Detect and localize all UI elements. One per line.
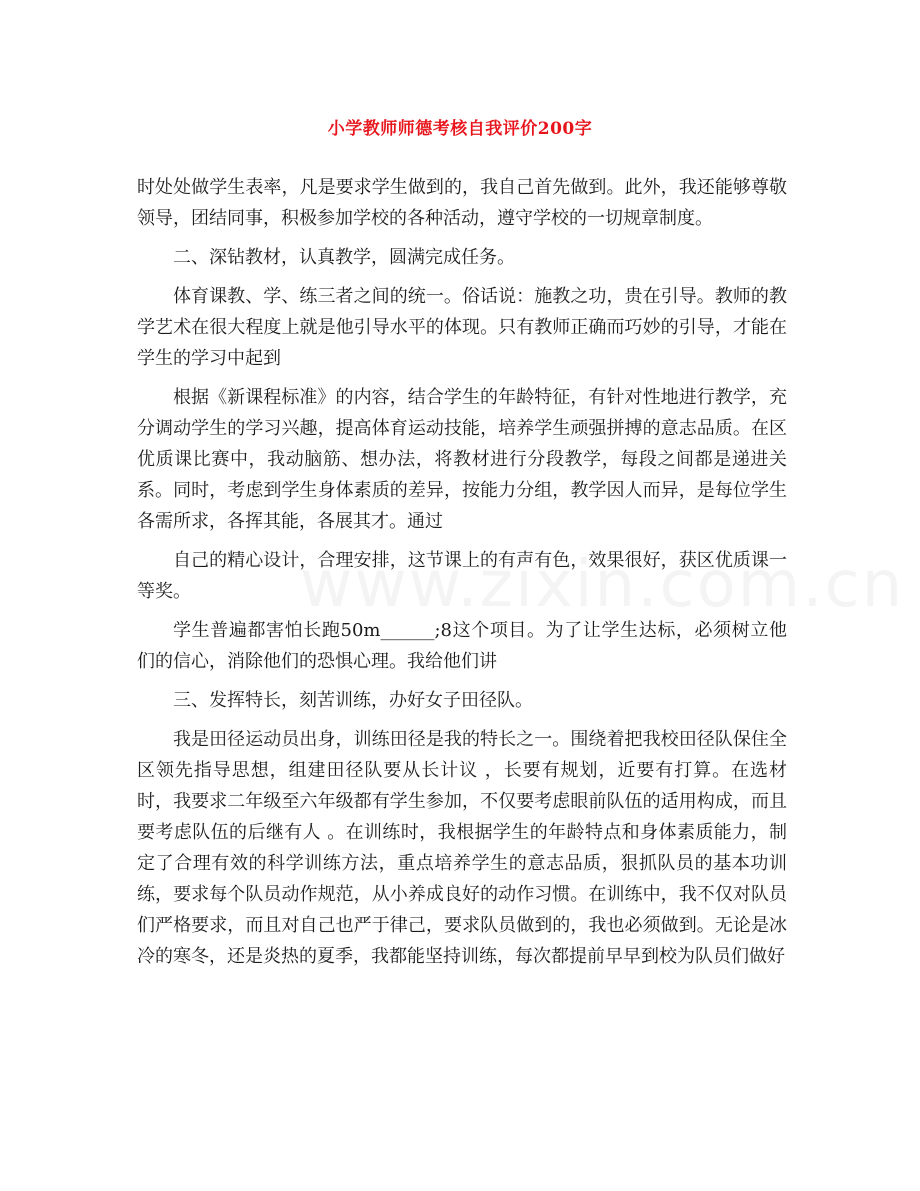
document-body bbox=[137, 172, 787, 980]
paragraph-4: 根据《新课程标准》的内容，结合学生的年龄特征，有针对性地进行教学，充分调动学生的学习兴趣，提高体育运动技能，培养学生顽强拼搏的意志品质。在区优质课比赛中，我动脑筋、想办法，将教材进行分段教学，每段之间都是递进关系。同时，考虑到学生身体素质的差异，按能力分组，教学因人而异，是每位学生各需所求，各挥其能，各展其才。通过 bbox=[137, 387, 787, 532]
paragraph-8: 我是田径运动员出身，训练田径是我的特长之一。围绕着把我校田径队保住全区领先指导思想，组建田径队要从长计议 ，长要有规划，近要有打算。在选材时，我要求二年级至六年级都有学生参加，不仅要考虑眼前队伍的适用构成，而且要考虑队伍的后继有人 。在训练时，我根据学生的年龄特点和身体素质能力，制定了合理有效的科学训练方法，重点培养学生的意志品质，狠抓队员的基本功训练，要求每个队员动作规范，从小养成良好的动作习惯。在训练中，我不仅对队员们严格要求，而且对自己也严于律己，要求队员做到的，我也必须做到。无论是冰冷的寒冬，还是炎热的夏季，我都能坚持训练，每次都提前早早到校为队员们做好 bbox=[137, 729, 787, 967]
paragraph-7: 三、发挥特长，刻苦训练，办好女子田径队。 bbox=[173, 690, 533, 711]
paragraph-6: 学生普遍都害怕长跑50m______;8这个项目。为了让学生达标，必须树立他们的信心，消除他们的恐惧心理。我给他们讲 bbox=[137, 620, 787, 672]
document-title: 小学教师师德考核自我评价200字 bbox=[327, 119, 593, 139]
paragraph-1: 时处处做学生表率，凡是要求学生做到的，我自己首先做到。此外，我还能够尊敬领导，团结同事，积极参加学校的各种活动，遵守学校的一切规章制度。 bbox=[137, 177, 787, 229]
paragraph-5: 自己的精心设计，合理安排，这节课上的有声有色，效果很好，获区优质课一等奖。 bbox=[137, 550, 787, 602]
paragraph-2: 二、深钻教材，认真教学，圆满完成任务。 bbox=[173, 247, 515, 268]
paragraph-3: 体育课教、学、练三者之间的统一。俗话说：施教之功，贵在引导。教师的教学艺术在很大程度上就是他引导水平的体现。只有教师正确而巧妙的引导，才能在学生的学习中起到 bbox=[137, 286, 787, 369]
